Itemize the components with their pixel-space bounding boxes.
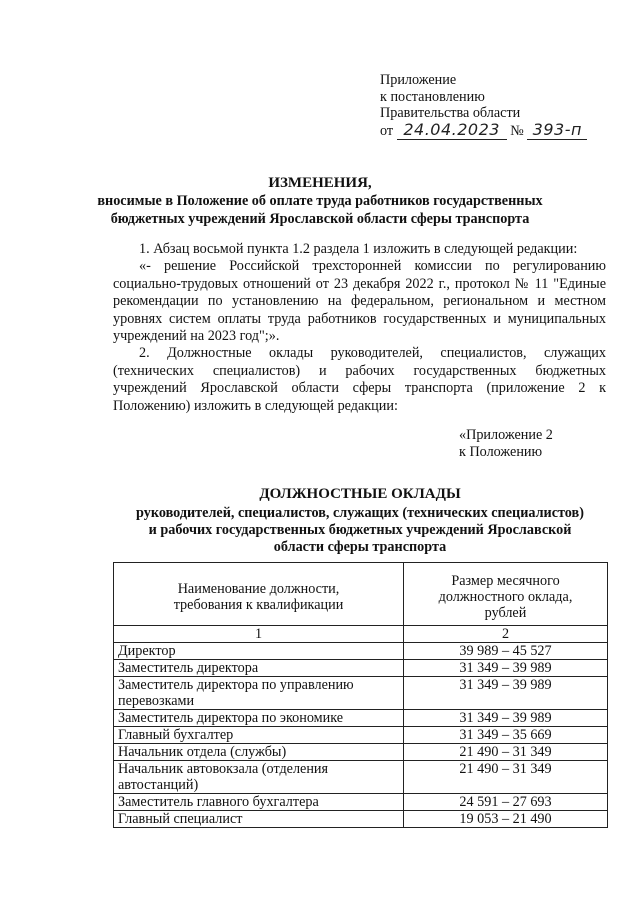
position-cell: Начальник отдела (службы): [114, 744, 404, 761]
appendix-line-3: Правительства области: [380, 105, 521, 122]
table-row: [114, 710, 608, 727]
changes-subtitle-line-1: вносимые в Положение об оплате труда работников государственных: [97, 193, 543, 209]
table-row: [114, 761, 608, 794]
salary-cell: 21 490 – 31 349: [404, 744, 608, 761]
table-row: [114, 727, 608, 744]
number-label: №: [510, 122, 524, 139]
appendix-2-line-2: к Положению: [459, 444, 543, 461]
column-header-position-line-1: Наименование должности,: [177, 581, 340, 597]
changes-subtitle: [0, 192, 640, 228]
column-header-salary-line-3: рублей: [484, 605, 527, 621]
from-label: от: [380, 122, 394, 139]
salary-table: [113, 562, 608, 828]
salary-subtitle-line-3: области сферы транспорта: [273, 539, 447, 556]
column-number-2: 2: [404, 626, 608, 643]
table-row: [114, 677, 608, 710]
appendix-header: [380, 72, 587, 140]
appendix-line-2: к постановлению: [380, 88, 485, 105]
appendix-date-number-line: [380, 119, 587, 140]
column-header-salary-line-1: Размер месячного: [451, 573, 560, 589]
table-row: [114, 643, 608, 660]
appendix-line-1: Приложение: [380, 72, 457, 88]
paragraph-2: «- решение Российской трехсторонней комиссии по регулированию социально-трудовых отношений от 23 декабря 2022 г., протокол № 11 "Единые рекомендации по установлению на федеральном, региональном и местном уровнях систем оплаты труда работников государственных и муниципальных учреждений на 2023 год";».: [113, 258, 606, 345]
appendix-2-reference: [459, 427, 553, 462]
salary-cell: 24 591 – 27 693: [404, 794, 608, 811]
column-number-1: 1: [114, 626, 404, 643]
salary-cell: 39 989 – 45 527: [404, 643, 608, 660]
table-row: [114, 794, 608, 811]
column-header-position-line-2: требования к квалификации: [173, 597, 344, 613]
position-cell: Главный бухгалтер: [114, 727, 404, 744]
position-cell: Заместитель директора: [114, 660, 404, 677]
date-field: [397, 119, 507, 140]
table-row: [114, 660, 608, 677]
position-cell: Заместитель директора по экономике: [114, 710, 404, 727]
salary-subtitle: [0, 505, 640, 557]
column-header-position: [114, 563, 404, 626]
salary-heading: ДОЛЖНОСТНЫЕ ОКЛАДЫ: [259, 486, 461, 502]
salary-subtitle-line-2: и рабочих государственных бюджетных учреждений Ярославской: [148, 522, 572, 539]
handwritten-number: 393-п: [532, 119, 582, 139]
document-body: [113, 241, 606, 415]
paragraph-1: 1. Абзац восьмой пункта 1.2 раздела 1 изложить в следующей редакции:: [139, 241, 578, 257]
handwritten-date: 24.04.2023: [403, 119, 500, 139]
position-cell: Заместитель директора по управлению перевозками: [114, 677, 404, 710]
salary-cell: 19 053 – 21 490: [404, 811, 608, 828]
position-cell: Заместитель главного бухгалтера: [114, 794, 404, 811]
column-header-salary-line-2: должностного оклада,: [438, 589, 573, 605]
position-cell: Директор: [114, 643, 404, 660]
appendix-2-line-1: «Приложение 2: [459, 427, 553, 443]
column-number-row: [114, 626, 608, 643]
salary-cell: 31 349 – 39 989: [404, 710, 608, 727]
position-cell: Главный специалист: [114, 811, 404, 828]
table-row: [114, 811, 608, 828]
position-cell: Начальник автовокзала (отделения автостанций): [114, 761, 404, 794]
column-header-salary: [404, 563, 608, 626]
salary-cell: 21 490 – 31 349: [404, 761, 608, 794]
salary-cell: 31 349 – 39 989: [404, 677, 608, 710]
salary-cell: 31 349 – 39 989: [404, 660, 608, 677]
number-field: [527, 119, 587, 140]
changes-heading: ИЗМЕНЕНИЯ,: [268, 175, 372, 191]
table-row: [114, 744, 608, 761]
salary-subtitle-line-1: руководителей, специалистов, служащих (технических специалистов): [136, 505, 584, 521]
salary-cell: 31 349 – 35 669: [404, 727, 608, 744]
table-header-row: [114, 563, 608, 626]
changes-subtitle-line-2: бюджетных учреждений Ярославской области сферы транспорта: [110, 211, 530, 227]
paragraph-3: 2. Должностные оклады руководителей, специалистов, служащих (технических специалистов) и рабочих государственных бюджетных учреждений Ярославской области сферы транспорта (приложение 2 к Положению) изложить в следующей редакции:: [113, 345, 606, 414]
